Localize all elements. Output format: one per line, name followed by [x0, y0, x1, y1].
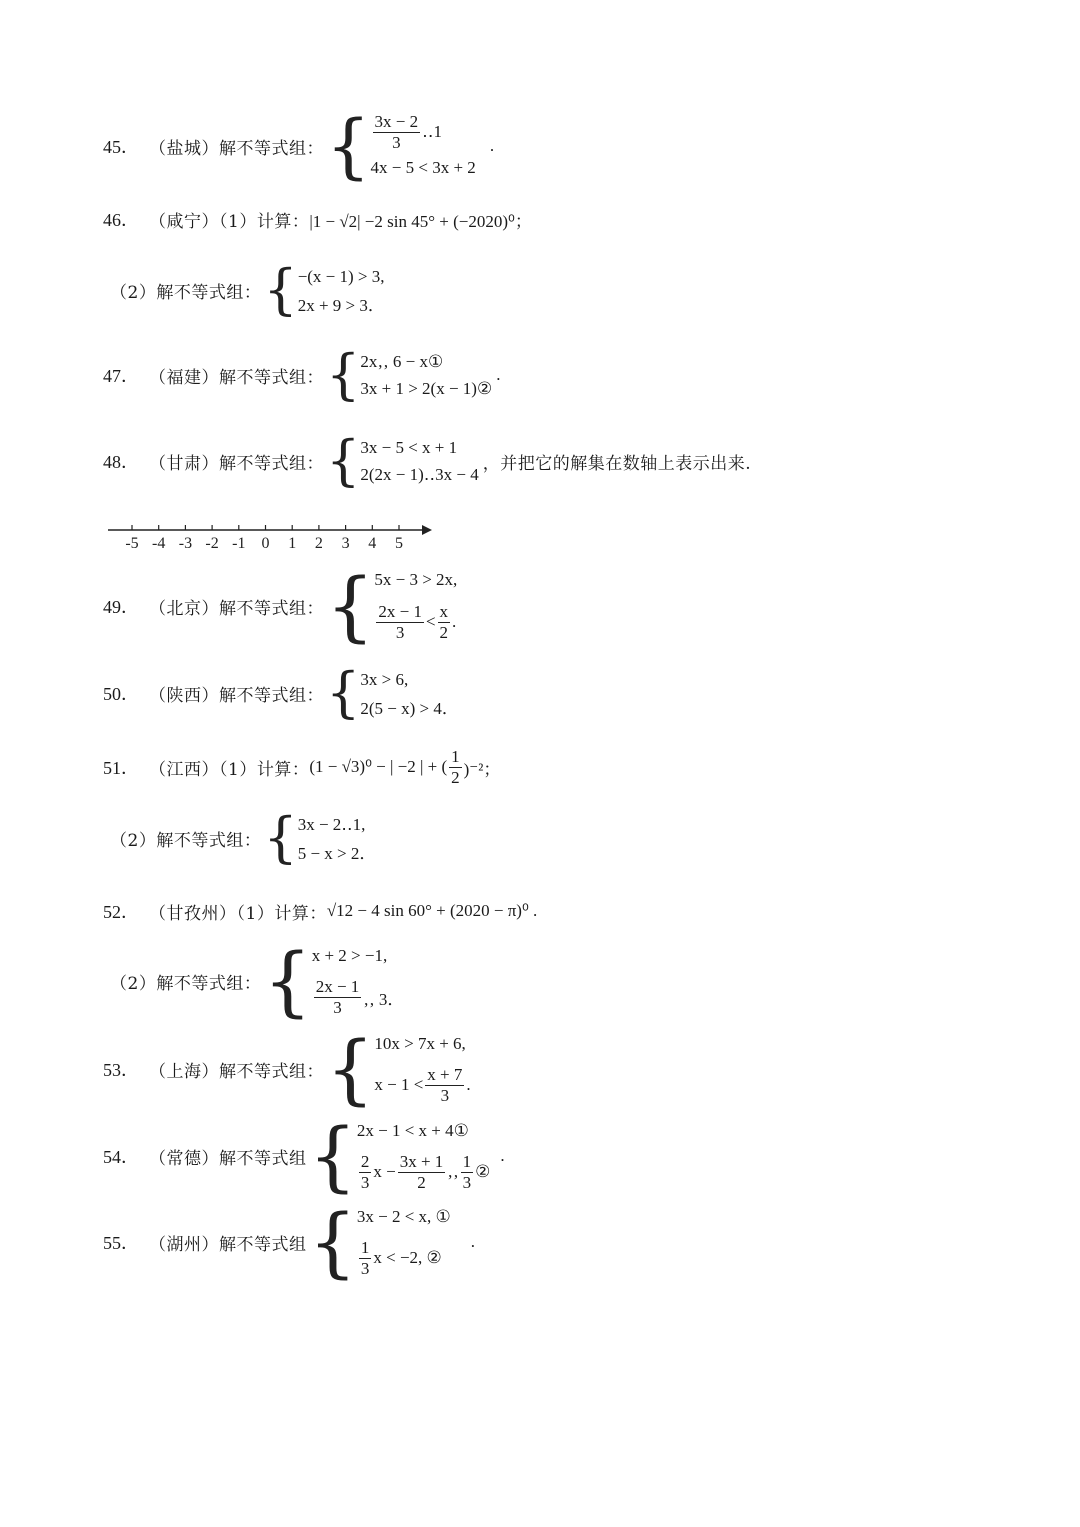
question-48 — [103, 429, 752, 492]
number-line-label: 3 — [341, 535, 350, 552]
inequality-system — [263, 258, 385, 321]
question-prompt: （咸宁）（1）计算： — [149, 211, 310, 232]
fraction-numerator: 3x + 1 — [399, 1151, 444, 1171]
left-brace: { — [326, 343, 361, 406]
inequality-system — [308, 1111, 491, 1200]
circled-marker: ② — [475, 1162, 491, 1181]
inequality-row: 4x − 5 < 3x + 2 — [370, 158, 476, 177]
question-53 — [103, 1024, 471, 1113]
fraction-numerator: 2x − 1 — [378, 601, 422, 621]
fraction-denominator: 2 — [439, 622, 449, 642]
question-prompt: （陕西）解不等式组： — [149, 685, 324, 706]
number-line — [100, 518, 440, 554]
question-prompt: （甘肃）解不等式组： — [149, 453, 324, 474]
relation: ‚‚ — [447, 1162, 459, 1181]
question-number: 54． — [103, 1147, 139, 1167]
question-prompt: （2）解不等式组： — [110, 973, 262, 994]
question-prompt: （湖州）解不等式组 — [149, 1234, 307, 1255]
left-brace: { — [326, 561, 375, 650]
question-prompt: （上海）解不等式组： — [149, 1061, 324, 1082]
question-number: 53． — [103, 1060, 139, 1080]
question-47 — [103, 343, 501, 406]
question-prompt: （2）解不等式组： — [110, 282, 262, 303]
fraction-denominator: 3 — [333, 997, 342, 1017]
period: . — [466, 1075, 471, 1094]
left-brace: { — [263, 258, 298, 321]
inequality-system — [326, 105, 476, 187]
math-expression-a: (1 − √3)⁰ − | −2 | + ( — [309, 757, 448, 776]
number-line-label: 2 — [314, 535, 323, 552]
inequality-row: 2x + 9 > 3． — [297, 296, 385, 315]
left-brace: { — [308, 1111, 357, 1200]
left-brace: { — [263, 806, 298, 869]
math-expression: |1 − √2| −2 sin 45° + (−2020)⁰； — [309, 211, 532, 231]
fraction-numerator: 1 — [360, 1237, 370, 1257]
question-54 — [103, 1111, 505, 1200]
math-expression-b: )⁻²； — [463, 759, 501, 779]
inequality-system — [308, 1197, 451, 1286]
inequality-system — [326, 1024, 471, 1113]
fraction-denominator: 3 — [360, 1258, 370, 1278]
left-brace: { — [326, 105, 371, 187]
fraction-numerator: 2x − 1 — [315, 976, 360, 996]
number-line-label: -5 — [125, 535, 139, 552]
left-brace: { — [326, 661, 361, 724]
inequality-system — [263, 806, 377, 869]
question-number: 52． — [103, 902, 139, 922]
inequality-row: 3x > 6, — [360, 669, 409, 689]
number-line-label: 1 — [288, 535, 297, 552]
fraction-denominator: 3 — [462, 1172, 472, 1192]
period: . — [470, 1232, 476, 1251]
inequality-row: x + 2 > −1, — [311, 946, 388, 965]
fraction-denominator: 3 — [440, 1085, 450, 1105]
question-number: 50． — [103, 684, 139, 704]
relation: ‚‚ 3． — [363, 989, 405, 1009]
question-prompt: （江西）（1）计算： — [149, 759, 310, 780]
number-line-label: -3 — [178, 535, 193, 552]
question-number: 55． — [103, 1233, 139, 1253]
inequality-system — [326, 561, 458, 650]
number-line-label: -2 — [205, 535, 219, 552]
number-line-arrow — [422, 525, 432, 535]
instruction: ，并把它的解集在数轴上表示出来. — [482, 453, 752, 474]
inequality-middle: x − — [373, 1162, 396, 1181]
inequality-system — [326, 343, 493, 406]
inequality-row: 2x − 1 < x + 4① — [356, 1121, 469, 1140]
inequality-row: 3x + 1 > 2(x − 1)② — [360, 378, 493, 398]
inequality-row: 5 − x > 2． — [297, 844, 377, 863]
fraction-denominator: 2 — [451, 767, 460, 787]
question-prompt: （福建）解不等式组： — [149, 367, 324, 388]
question-52-part2 — [110, 936, 405, 1025]
question-51-part2 — [110, 806, 377, 869]
period: . — [496, 365, 501, 384]
question-prompt: （甘孜州）（1）计算： — [149, 903, 327, 924]
fraction-numerator: 2 — [360, 1151, 370, 1171]
number-line-label: -1 — [232, 535, 246, 552]
inequality-row: −(x − 1) > 3, — [297, 266, 385, 286]
question-46-part2 — [110, 258, 385, 321]
inequality-row: 2(5 − x) > 4． — [360, 699, 459, 718]
question-46 — [103, 205, 532, 233]
fraction-numerator: 1 — [462, 1151, 472, 1171]
question-prompt: （2）解不等式组： — [110, 830, 262, 851]
inequality-row: 3x − 5 < x + 1 — [360, 437, 458, 457]
inequality-row: 3x − 2‥1, — [297, 814, 366, 834]
fraction-numerator: 3x − 2 — [374, 111, 419, 131]
fraction-numerator: 1 — [451, 746, 460, 766]
question-prompt: （北京）解不等式组： — [149, 598, 324, 619]
left-brace: { — [326, 1024, 375, 1113]
question-50 — [103, 661, 459, 724]
question-prompt: （常德）解不等式组 — [149, 1148, 307, 1169]
inequality-left: x − 1 < — [374, 1075, 424, 1094]
left-brace: { — [263, 936, 312, 1025]
math-expression: √12 − 4 sin 60° + (2020 − π)⁰ . — [326, 901, 538, 920]
inequality-row: 5x − 3 > 2x, — [374, 570, 458, 589]
number-line-label: -4 — [152, 535, 166, 552]
question-55 — [103, 1197, 476, 1286]
question-52 — [103, 897, 537, 925]
fraction-numerator: x — [439, 601, 449, 621]
inequality-row: 2(2x − 1)‥3x − 4 — [360, 464, 479, 484]
period: . — [489, 136, 495, 155]
inequality-system — [326, 429, 479, 492]
number-line-label: 4 — [368, 535, 377, 552]
question-number: 45． — [103, 137, 139, 157]
question-45 — [103, 105, 495, 187]
question-prompt: （盐城）解不等式组： — [149, 138, 324, 159]
question-number: 49． — [103, 597, 139, 617]
question-49 — [103, 561, 458, 650]
fraction-denominator: 3 — [360, 1172, 370, 1192]
fraction-numerator: x + 7 — [427, 1064, 463, 1084]
inequality-system — [326, 661, 459, 724]
number-line-label: 5 — [395, 535, 403, 552]
inequality-row: 3x − 2 < x, ① — [356, 1207, 451, 1226]
question-51 — [103, 745, 500, 789]
inequality-row: 10x > 7x + 6, — [374, 1034, 466, 1053]
fraction-denominator: 3 — [392, 132, 401, 152]
inequality-row: 2x‚‚ 6 − x① — [360, 351, 444, 371]
left-brace: { — [308, 1197, 357, 1286]
period: . — [452, 612, 457, 631]
inequality-system — [263, 936, 405, 1025]
question-number: 48． — [103, 452, 139, 472]
fraction-denominator: 3 — [395, 622, 405, 642]
question-number: 51． — [103, 758, 139, 778]
relation: < — [425, 612, 436, 631]
period: . — [500, 1146, 505, 1165]
number-line-label: 0 — [261, 535, 270, 552]
left-brace: { — [326, 429, 361, 492]
question-number: 46． — [103, 210, 139, 230]
inequality-rest: x < −2, ② — [373, 1248, 442, 1267]
fraction-denominator: 2 — [417, 1172, 426, 1192]
question-number: 47． — [103, 366, 139, 386]
relation: ‥1 — [422, 122, 442, 141]
